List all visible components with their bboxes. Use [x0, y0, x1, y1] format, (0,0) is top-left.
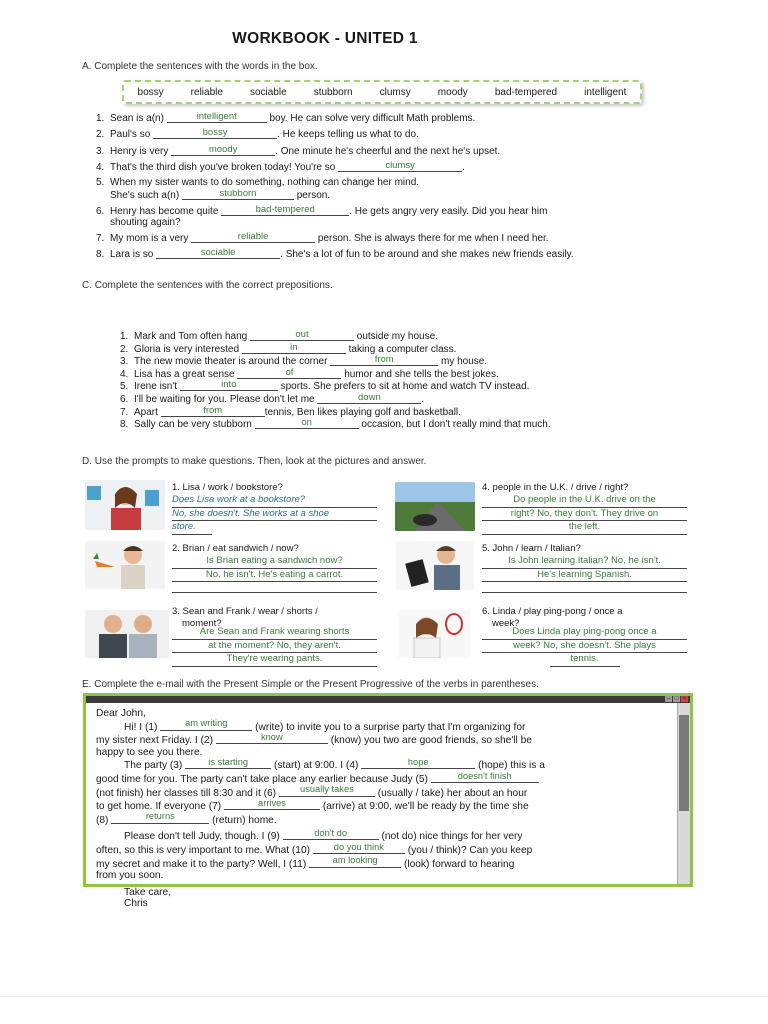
photo-woman-tennis	[398, 610, 470, 658]
answer-text: No, he isn't. He's eating a carrot.	[172, 569, 377, 583]
answer-text: do you think	[333, 841, 384, 852]
window-title-bar	[86, 696, 690, 703]
exercise-a-item: 6. Henry has become quite bad-tempered . He gets angry very easily. Did you hear him shouting again?	[96, 203, 548, 228]
section-e-instruction: E. Complete the e-mail with the Present Simple or the Present Progressive of the verbs in parentheses.	[82, 679, 539, 690]
answer-text: Is John learning Italian? No, he isn't.	[482, 555, 687, 569]
close-icon[interactable]: ×	[682, 696, 687, 702]
exercise-d-item: 5. John / learn / Italian? Is John learning Italian? No, he isn't. He's learning Spanish.	[482, 543, 687, 593]
exercise-c-item: 5. Irene isn't into sports. She prefers to sit at home and watch TV instead.	[120, 378, 530, 392]
answer-text: tennis.	[550, 653, 620, 667]
email-closing: Take care,	[124, 886, 171, 898]
answer-text: of	[285, 366, 294, 378]
answer-text: arrives	[258, 797, 286, 808]
answer-text: Are Sean and Frank wearing shorts	[172, 626, 377, 640]
section-a-instruction: A. Complete the sentences with the words in the box.	[82, 61, 318, 72]
exercise-d-item: 3. Sean and Frank / wear / shorts / moment? Are Sean and Frank wearing shorts at the moment? No, they aren't. They're wearing pants.	[172, 606, 377, 667]
answer-text: into	[221, 378, 237, 390]
answer-text: sociable	[200, 246, 236, 258]
answer-text: week? No, she doesn't. She plays	[482, 640, 687, 654]
email-window	[83, 693, 693, 910]
email-signature: Chris	[124, 898, 148, 910]
maximize-icon[interactable]: □	[674, 696, 679, 702]
answer-text: from	[374, 353, 394, 365]
answer-text: am writing	[185, 718, 228, 729]
answer-text: moody	[208, 143, 238, 155]
answer-text: He's learning Spanish.	[482, 569, 687, 583]
word-box-item: stubborn	[313, 86, 353, 98]
exercise-c-item: 4. Lisa has a great sense of humor and she tells the best jokes.	[120, 366, 499, 380]
email-body: Dear John, Hi! I (1) am writing (write) to invite you to a surprise party that I'm organizing for my sister next Friday. I (2) know (know) you two are good friends, so she'll be happy to see you there. The party (3) is starting (start) at 9:00. I (4) hope (hope) this is a good time for you. The party can't take place any earlier because Judy (5) doesn't finish (not finish) her classes till 8:30 and it (6) usually takes (usually / take) her about an hour to get home. If everyone (7) arrives (arrive) at 9:00, we'll be ready by the time she (8) returns (return) home. Please don't tell Judy, though. I (9) don't do (not do) nice things for her very often, so this is very important to me. What (10) do you think (you / think)? Can you keep my secret and make it to the party? Well, I (11) am looking (look) forward to hearing from you soon. Take care, Chris	[96, 708, 666, 910]
exercise-c-item: 6. I'll be waiting for you. Please don't let me down .	[120, 391, 425, 405]
answer-text: hope	[407, 757, 429, 768]
scrollbar-thumb[interactable]	[679, 715, 689, 811]
answer-text: right? No, they don't. They drive on	[482, 508, 687, 522]
exercise-c-item: 8. Sally can be very stubborn on occasion, but I don't really mind that much.	[120, 416, 551, 430]
exercise-c-item: 7. Apart from tennis, Ben likes playing golf and basketball.	[120, 404, 461, 418]
minimize-icon[interactable]: –	[666, 696, 671, 702]
photo-two-men-gaming	[85, 610, 169, 658]
word-box-item: sociable	[249, 86, 287, 98]
photo-man-reading-book	[396, 541, 474, 590]
exercise-a-item: 2. Paul's so bossy . He keeps telling us what to do.	[96, 126, 419, 140]
answer-text: intelligent	[196, 110, 237, 122]
page-title: WORKBOOK - UNITED 1	[232, 30, 418, 47]
answer-text: Do people in the U.K. drive on the	[482, 494, 687, 508]
answer-text: Does Lisa work at a bookstore?	[172, 494, 377, 508]
answer-text: clumsy	[385, 159, 415, 171]
photo-man-eating-carrot	[85, 541, 165, 589]
answer-text: stubborn	[219, 187, 257, 199]
answer-text: No, she doesn't. She works at a shoe	[172, 508, 377, 522]
answer-text: usually takes	[300, 784, 354, 795]
photo-woman-bookstore	[85, 480, 165, 530]
scrollbar[interactable]	[677, 703, 690, 884]
exercise-d-item: 2. Brian / eat sandwich / now? Is Brian eating a sandwich now? No, he isn't. He's eating a carrot.	[172, 543, 377, 593]
exercise-a-item: 7. My mom is a very reliable person. She is always there for me when I need her.	[96, 230, 549, 244]
answer-text: at the moment? No, they aren't.	[172, 640, 377, 654]
word-box-item: clumsy	[379, 86, 411, 98]
exercise-a-item: 1. Sean is a(n) intelligent boy. He can solve very difficult Math problems.	[96, 110, 476, 124]
exercise-a-item: 4. That's the third dish you've broken today! You're so clumsy .	[96, 159, 465, 173]
word-box	[122, 80, 642, 104]
answer-text: Is Brian eating a sandwich now?	[172, 555, 377, 569]
exercise-d-item: 4. people in the U.K. / drive / right? Do people in the U.K. drive on the right? No, they don't. They drive on the left.	[482, 482, 687, 535]
word-box-item: moody	[437, 86, 468, 98]
answer-text: bossy	[202, 126, 228, 138]
answer-text: am looking	[332, 855, 378, 866]
answer-text: out	[295, 328, 309, 340]
word-box-item: intelligent	[584, 86, 627, 98]
exercise-d-item: 6. Linda / play ping-pong / once a week? Does Linda play ping-pong once a week? No, she doesn't. She plays tennis.	[482, 606, 687, 667]
exercise-c-item: 1. Mark and Tom often hang out outside my house.	[120, 328, 438, 342]
exercise-d-item: 1. Lisa / work / bookstore? Does Lisa work at a bookstore? No, she doesn't. She works at a shoe store.	[172, 482, 377, 535]
answer-text: They're wearing pants.	[172, 653, 377, 667]
section-c-instruction: C. Complete the sentences with the correct prepositions.	[82, 280, 333, 291]
section-d-instruction: D. Use the prompts to make questions. Then, look at the pictures and answer.	[82, 456, 427, 467]
answer-text: Does Linda play ping-pong once a	[482, 626, 687, 640]
page-divider	[0, 996, 768, 997]
answer-text: bad-tempered	[255, 203, 315, 215]
answer-text: returns	[145, 811, 175, 822]
answer-text: reliable	[237, 230, 269, 242]
answer-text: in	[290, 341, 298, 353]
exercise-c-item: 2. Gloria is very interested in taking a computer class.	[120, 341, 457, 355]
word-box-item: bossy	[137, 86, 164, 98]
answer-text: on	[301, 416, 312, 428]
photo-car-road	[395, 482, 475, 531]
exercise-c-item: 3. The new movie theater is around the corner from my house.	[120, 353, 488, 367]
answer-text: the left.	[482, 521, 687, 535]
answer-text: down	[358, 391, 381, 403]
answer-text: is starting	[208, 757, 249, 768]
word-box-item: reliable	[190, 86, 223, 98]
answer-text: know	[260, 731, 283, 742]
answer-text: don't do	[314, 828, 348, 839]
email-greeting: Dear John,	[96, 708, 146, 719]
answer-text: store.	[172, 521, 212, 535]
word-box-item: bad-tempered	[494, 86, 558, 98]
answer-text: from	[203, 404, 223, 416]
exercise-a-item: 3. Henry is very moody . One minute he's cheerful and the next he's upset.	[96, 143, 501, 157]
exercise-a-item: 8. Lara is so sociable . She's a lot of fun to be around and she makes new friends easily.	[96, 246, 574, 260]
answer-text: doesn't finish	[457, 770, 512, 781]
exercise-a-item: 5. When my sister wants to do something, nothing can change her mind. She's such a(n) stubborn person.	[96, 177, 420, 201]
